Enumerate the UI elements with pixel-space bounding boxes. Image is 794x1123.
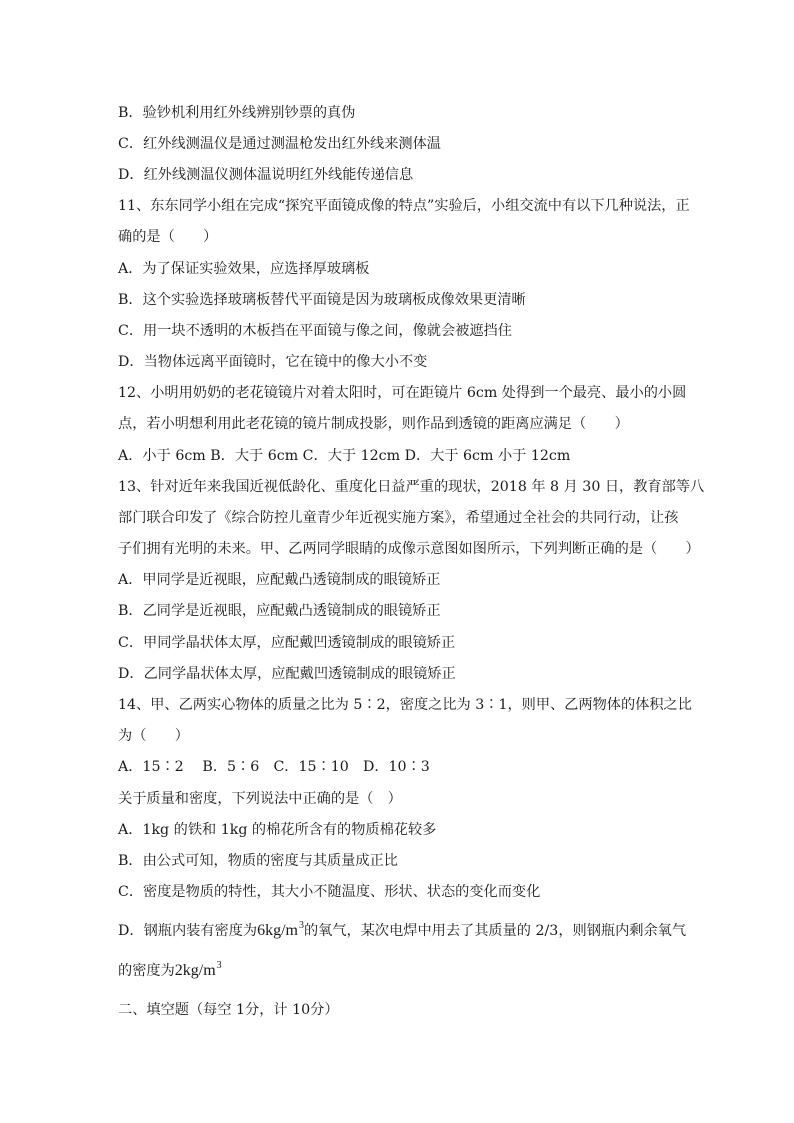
q13-option-a: A．甲同学是近视眼，应配戴凸透镜制成的眼镜矫正 — [118, 572, 441, 588]
q15-option-d-prefix: D．钢瓶内装有密度为 — [118, 923, 258, 939]
density-formula-6 — [257, 922, 304, 939]
q11-option-b: B．这个实验选择玻璃板替代平面镜是因为玻璃板成像效果更清晰 — [118, 292, 526, 308]
q11-stem-line1: 11、东东同学小组在完成“探究平面镜成像的特点”实验后，小组交流中有以下几种说法，正 — [118, 198, 690, 214]
q15-option-d-suffix: 的氧气，某次电焊中用去了其质量的 2/3，则钢瓶内剩余氧气 — [303, 923, 687, 939]
q14-stem-line1: 14、甲、乙两实心物体的质量之比为 5∶2，密度之比为 3∶1，则甲、乙两物体的体积之比 — [118, 697, 692, 713]
density-exponent: 3 — [298, 920, 304, 931]
q11-option-d: D．当物体远离平面镜时，它在镜中的像大小不变 — [118, 354, 428, 370]
q13-option-b: B．乙同学是近视眼，应配戴凸透镜制成的眼镜矫正 — [118, 603, 441, 619]
q11-stem-line2: 确的是（ ） — [118, 229, 218, 245]
q15-option-a: A．1kg 的铁和 1kg 的棉花所含有的物质棉花较多 — [118, 822, 437, 838]
q13-stem-line2: 部门联合印发了《综合防控儿童青少年近视实施方案》，希望通过全社会的共同行动，让孩 — [118, 510, 679, 526]
q10-option-b: B．验钞机利用红外线辨别钞票的真伪 — [118, 105, 356, 121]
density-value-2: 2kg/m — [174, 962, 216, 979]
density-exponent-2: 3 — [216, 960, 222, 971]
q14-stem-line2: 为（ ） — [118, 728, 189, 744]
density-formula-2 — [175, 962, 222, 979]
q13-stem-line3: 子们拥有光明的未来。甲、乙两同学眼睛的成像示意图如图所示，下列判断正确的是（ ） — [118, 541, 700, 557]
q13-option-d: D．乙同学晶状体太厚，应配戴凹透镜制成的眼镜矫正 — [118, 666, 456, 682]
q15-option-d2-prefix: 的密度为 — [118, 963, 175, 979]
q15-option-c: C．密度是物质的特性，其大小不随温度、形状、状态的变化而变化 — [118, 884, 541, 900]
q11-option-c: C．用一块不透明的木板挡在平面镜与像之间，像就会被遮挡住 — [118, 323, 512, 339]
q15-option-d-line2 — [118, 961, 222, 983]
q13-stem-line1: 13、针对近年来我国近视低龄化、重度化日益严重的现状，2018 年 8 月 30 日，教育部等八 — [118, 479, 705, 495]
q14-options: A．15∶2 B．5∶6 C．15∶10 D．10∶3 — [118, 759, 430, 775]
q15-stem: 关于质量和密度，下列说法中正确的是（ ） — [118, 791, 402, 807]
q12-options: A．小于 6cm B．大于 6cm C．大于 12cm D．大于 6cm 小于 12cm — [118, 448, 571, 464]
section-heading-fill-in: 二、填空题（每空 1分，计 10分） — [118, 1002, 339, 1018]
q10-option-c: C．红外线测温仪是通过测温枪发出红外线来测体温 — [118, 136, 441, 152]
q12-stem-line1: 12、小明用奶奶的老花镜镜片对着太阳时，可在距镜片 6cm 处得到一个最亮、最小的小圆 — [118, 385, 687, 401]
density-value-6: 6kg/m — [257, 922, 298, 939]
q10-option-d: D．红外线测温仪测体温说明红外线能传递信息 — [118, 167, 414, 183]
q12-stem-line2: 点，若小明想利用此老花镜的镜片制成投影，则作品到透镜的距离应满足（ ） — [118, 416, 629, 432]
q15-option-b: B．由公式可知，物质的密度与其质量成正比 — [118, 853, 398, 869]
q11-option-a: A．为了保证实验效果，应选择厚玻璃板 — [118, 261, 370, 277]
q13-option-c: C．甲同学晶状体太厚，应配戴凹透镜制成的眼镜矫正 — [118, 635, 456, 651]
q15-option-d-line1 — [118, 921, 686, 943]
